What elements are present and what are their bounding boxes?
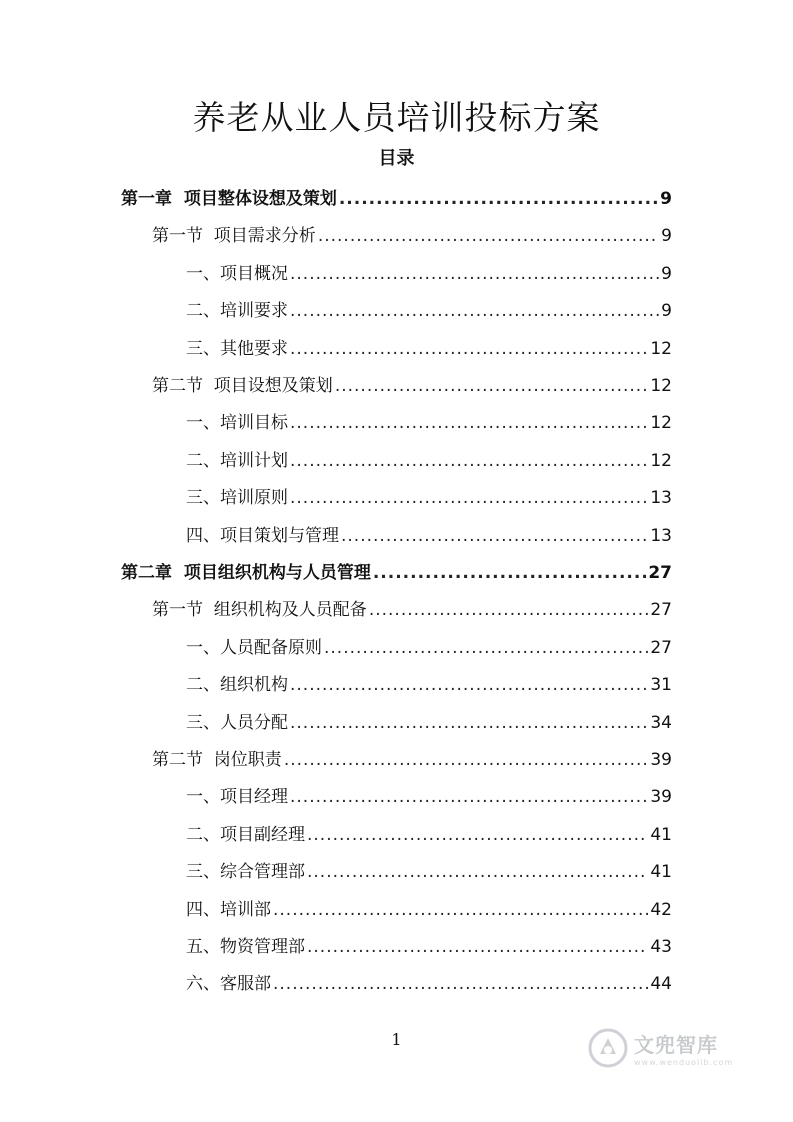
toc-entry-label: 第二节 岗位职责 (152, 750, 282, 770)
toc-entry-label: 二、培训要求 (186, 301, 288, 322)
toc-entry-page: 13 (650, 488, 672, 509)
toc-entry-label: 三、其他要求 (186, 338, 288, 359)
toc-entry-page: 13 (650, 525, 672, 546)
toc-entry-label: 一、项目经理 (186, 787, 288, 808)
toc-leader-dots (290, 334, 648, 364)
toc-leader-dots (373, 558, 646, 588)
toc-leader-dots (339, 184, 658, 214)
toc-entry-level-1[interactable] (121, 558, 672, 588)
toc-entry-level-3[interactable] (186, 932, 672, 962)
toc-entry-page: 39 (650, 787, 672, 808)
toc-entry-page: 27 (648, 563, 672, 583)
toc-entry-page: 42 (650, 899, 672, 920)
toc-leader-dots (290, 446, 648, 476)
toc-entry-level-1[interactable] (121, 184, 672, 214)
toc-entry-page: 9 (660, 189, 672, 209)
toc-entry-label: 第一章 项目整体设想及策划 (121, 189, 337, 209)
toc-entry-page: 39 (650, 750, 672, 770)
toc-entry-label: 第一节 项目需求分析 (152, 226, 316, 247)
toc-entry-level-2[interactable] (152, 595, 672, 625)
page-number: 1 (391, 1030, 402, 1049)
toc-entry-label: 三、综合管理部 (186, 862, 305, 883)
toc-entry-label: 一、人员配备原则 (186, 637, 322, 658)
toc-entry-level-2[interactable] (152, 371, 672, 401)
toc-leader-dots (290, 296, 659, 326)
toc-entry-level-3[interactable] (186, 408, 672, 438)
toc-entry-page: 44 (650, 974, 672, 995)
toc-entry-label: 三、人员分配 (186, 712, 288, 733)
toc-entry-page: 41 (650, 824, 672, 845)
toc-entry-page: 27 (650, 637, 672, 658)
toc-leader-dots (341, 521, 648, 551)
toc-entry-page: 12 (650, 376, 672, 396)
toc-entry-level-3[interactable] (186, 259, 672, 289)
toc-leader-dots (369, 595, 649, 625)
toc-entry-level-3[interactable] (186, 334, 672, 364)
wenduo-logo-icon (588, 1028, 628, 1068)
watermark (588, 1020, 758, 1076)
toc-entry-level-3[interactable] (186, 820, 672, 850)
toc-entry-level-2[interactable] (152, 745, 672, 775)
toc-leader-dots (290, 483, 648, 513)
toc-leader-dots (273, 969, 648, 999)
toc-entry-level-3[interactable] (186, 483, 672, 513)
toc-leader-dots (318, 221, 659, 251)
toc-leader-dots (335, 371, 649, 401)
toc-leader-dots (324, 633, 648, 663)
toc-leader-dots (307, 932, 648, 962)
toc-leader-dots (273, 895, 648, 925)
toc-entry-label: 六、客服部 (186, 974, 271, 995)
toc-entry-level-3[interactable] (186, 633, 672, 663)
toc-entry-label: 二、组织机构 (186, 675, 288, 696)
toc-entry-page: 41 (650, 862, 672, 883)
toc-entry-page: 31 (650, 675, 672, 696)
toc-entry-label: 第一节 组织机构及人员配备 (152, 600, 367, 621)
toc-entry-level-3[interactable] (186, 521, 672, 551)
toc-entry-level-3[interactable] (186, 670, 672, 700)
toc-entry-level-3[interactable] (186, 446, 672, 476)
toc-heading: 目录 (378, 148, 415, 169)
toc-leader-dots (307, 857, 648, 887)
toc-entry-label: 三、培训原则 (186, 488, 288, 509)
document-title: 养老从业人员培训投标方案 (192, 98, 601, 137)
watermark-url: www.wenduolib.com (634, 1058, 734, 1067)
toc-entry-page: 12 (650, 413, 672, 434)
toc-entry-label: 一、项目概况 (186, 263, 288, 284)
toc-entry-level-3[interactable] (186, 895, 672, 925)
toc-leader-dots (290, 782, 648, 812)
toc-entry-label: 二、培训计划 (186, 450, 288, 471)
toc-leader-dots (290, 259, 659, 289)
toc-entry-label: 四、项目策划与管理 (186, 525, 339, 546)
toc-entry-label: 二、项目副经理 (186, 824, 305, 845)
toc-entry-label: 五、物资管理部 (186, 937, 305, 957)
toc-entry-label: 第二节 项目设想及策划 (152, 376, 333, 396)
toc-leader-dots (307, 820, 648, 850)
toc-entry-level-3[interactable] (186, 969, 672, 999)
toc-entry-page: 9 (661, 226, 672, 247)
toc-entry-level-3[interactable] (186, 857, 672, 887)
toc-leader-dots (290, 708, 648, 738)
toc-entry-level-3[interactable] (186, 296, 672, 326)
watermark-name: 文兜智库 (634, 1033, 718, 1057)
toc-leader-dots (290, 670, 648, 700)
toc-entry-label: 一、培训目标 (186, 413, 288, 434)
toc-entry-page: 9 (661, 301, 672, 322)
toc-entry-level-2[interactable] (152, 221, 672, 251)
toc-entry-label: 第二章 项目组织机构与人员管理 (121, 563, 371, 583)
toc-entry-page: 34 (650, 712, 672, 733)
toc-entry-page: 43 (650, 937, 672, 957)
toc-entry-page: 12 (650, 450, 672, 471)
toc-entry-label: 四、培训部 (186, 899, 271, 920)
toc-entry-level-3[interactable] (186, 782, 672, 812)
toc-entry-page: 9 (661, 263, 672, 284)
toc-entry-level-3[interactable] (186, 708, 672, 738)
toc-leader-dots (284, 745, 649, 775)
toc-leader-dots (290, 408, 648, 438)
toc-entry-page: 27 (650, 600, 672, 621)
toc-entry-page: 12 (650, 338, 672, 359)
